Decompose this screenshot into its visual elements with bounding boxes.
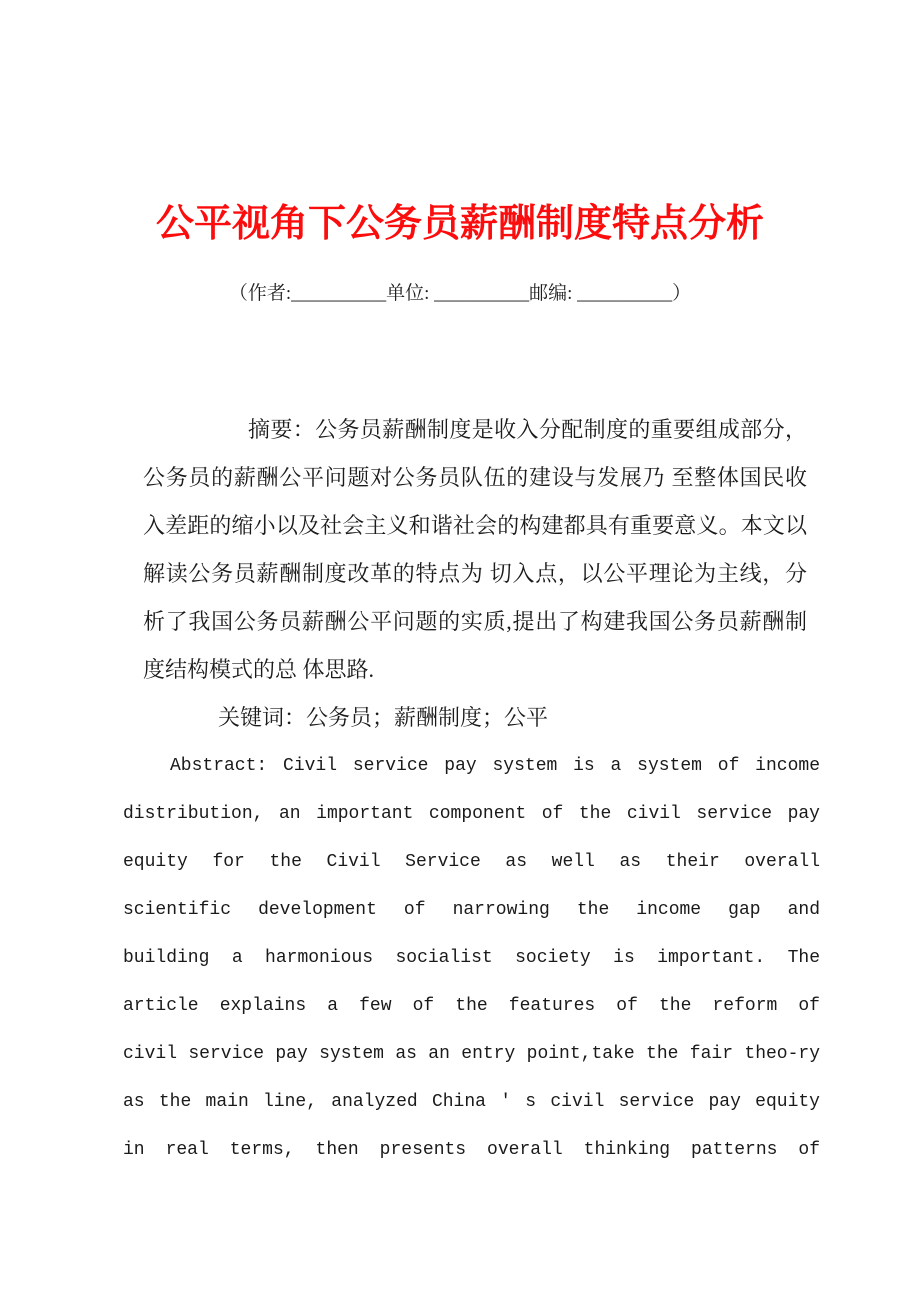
abstract-zh-line: 度结构模式的总 体思路. [143, 657, 375, 682]
abstract-en-line: civil service pay system as an entry point,take the fair theo-ry [123, 1044, 820, 1064]
abstract-en-line: in real terms, then presents overall thinking patterns of [123, 1140, 820, 1160]
abstract-zh-line: 摘要：公务员薪酬制度是收入分配制度的重要组成部分， [248, 417, 807, 442]
abstract-zh-line: 公务员的薪酬公平问题对公务员队伍的建设与发展乃 至整体国民收 [143, 465, 807, 490]
abstract-zh-line: 入差距的缩小以及社会主义和谐社会的构建都具有重要意义。本文以 [143, 513, 807, 538]
abstract-en-line: as the main line, analyzed China ' s civil service pay equity [123, 1092, 820, 1112]
abstract-en-line: Abstract: Civil service pay system is a system of income [170, 756, 820, 776]
author-unit-zip-line: （作者:__________单位: __________邮编: __________） [228, 283, 692, 304]
keywords-line: 关键词：公务员；薪酬制度；公平 [218, 705, 549, 730]
abstract-en-line: article explains a few of the features of the reform of [123, 996, 820, 1016]
abstract-en-line: distribution, an important component of the civil service pay [123, 804, 820, 824]
abstract-en-line: equity for the Civil Service as well as their overall [123, 852, 820, 872]
abstract-en-line: building a harmonious socialist society is important. The [123, 948, 820, 968]
document-title: 公平视角下公务员薪酬制度特点分析 [155, 203, 764, 245]
document-body [123, 406, 820, 1174]
abstract-en-line: scientific development of narrowing the income gap and [123, 900, 820, 920]
abstract-zh-line: 析了我国公务员薪酬公平问题的实质,提出了构建我国公务员薪酬制 [143, 609, 807, 634]
abstract-zh-line: 解读公务员薪酬制度改革的特点为 切入点，以公平理论为主线，分 [143, 561, 807, 586]
